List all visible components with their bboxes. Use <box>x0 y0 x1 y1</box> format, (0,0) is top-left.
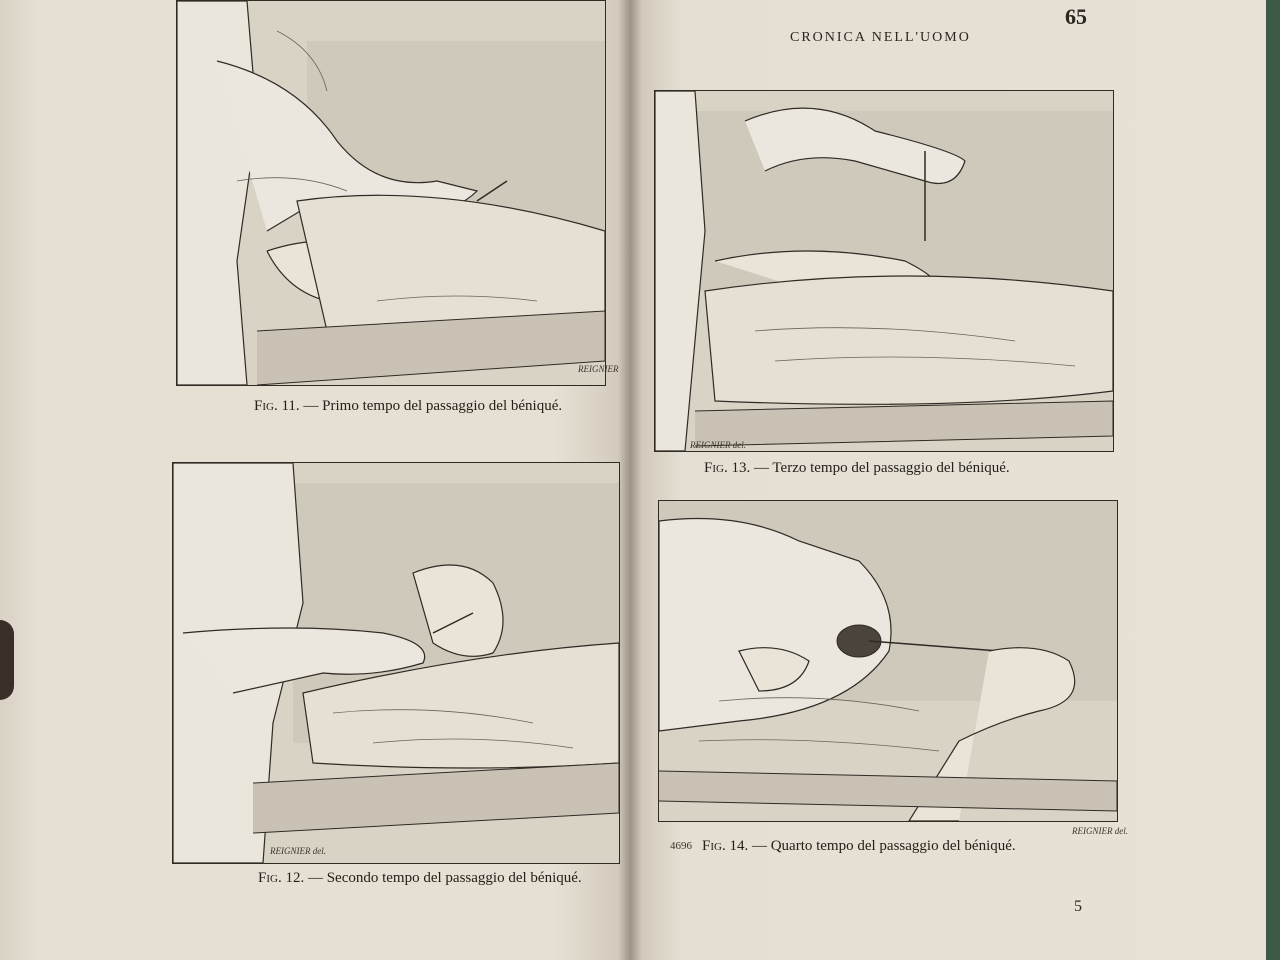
figure-13-caption-text: — Terzo tempo del passaggio del béniqué. <box>753 460 1010 476</box>
figure-11-caption-text: — Primo tempo del passaggio del béniqué. <box>303 398 563 414</box>
figure-13-illustration <box>654 90 1114 452</box>
figure-11-caption <box>254 398 562 415</box>
figure-12-label: Fig. 12. <box>258 870 305 886</box>
figure-11-signature: REIGNIER <box>578 364 619 374</box>
signature-mark: 5 <box>1074 898 1082 915</box>
plate-code: 4696 <box>670 840 692 852</box>
figure-12-caption-text: — Secondo tempo del passaggio del béniqué. <box>307 870 582 886</box>
figure-13-signature: REIGNIER del. <box>690 440 746 450</box>
figure-11-illustration <box>176 0 606 386</box>
cover-edge <box>1266 0 1280 960</box>
figure-14-signature: REIGNIER del. <box>1072 826 1128 836</box>
figure-12-signature: REIGNIER del. <box>270 846 326 856</box>
running-head-right: CRONICA NELL'UOMO <box>790 30 971 45</box>
figure-11-label: Fig. 11. <box>254 398 300 414</box>
figure-14-label: Fig. 14. <box>702 838 749 854</box>
figure-13-caption <box>704 460 1010 477</box>
figure-14-caption <box>702 838 1016 855</box>
figure-13-label: Fig. 13. <box>704 460 751 476</box>
figure-14-caption-text: — Quarto tempo del passaggio del béniqué. <box>751 838 1016 854</box>
book-gutter <box>618 0 642 960</box>
page-edge-shadow <box>0 620 14 700</box>
figure-12-caption <box>258 870 582 887</box>
figure-12-illustration <box>172 462 620 864</box>
figure-14-illustration <box>658 500 1118 822</box>
page-number: 65 <box>1065 4 1087 29</box>
